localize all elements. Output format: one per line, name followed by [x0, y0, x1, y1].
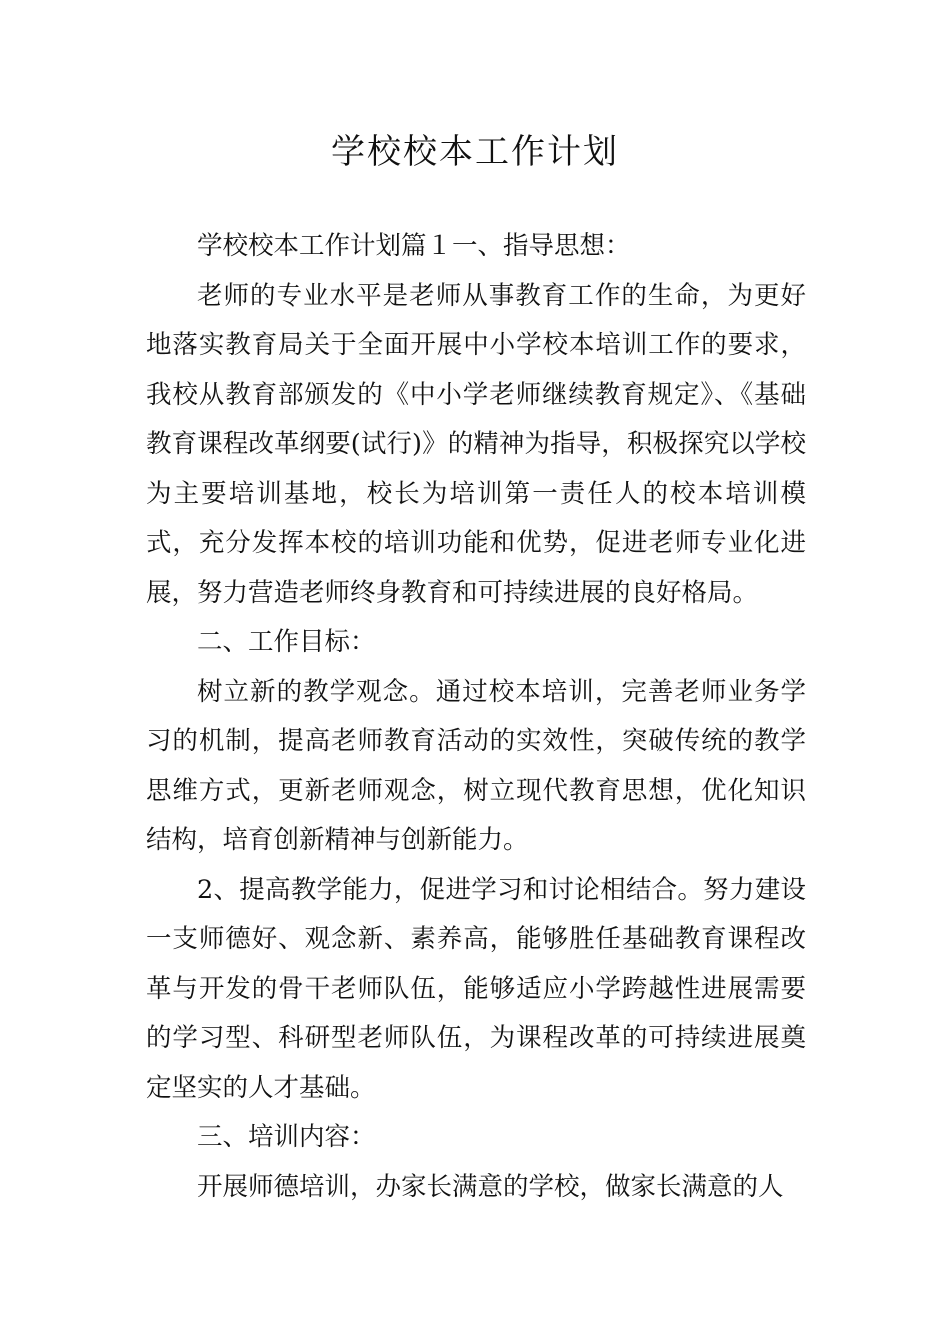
paragraph-guiding-ideology: 老师的专业水平是老师从事教育工作的生命，为更好地落实教育局关于全面开展中小学校本培训工作的要求，我校从教育部颁发的《中小学老师继续教育规定》、《基础教育课程改革纲要(试行)》的精神为指导，积极探究以学校为主要培训基地，校长为培训第一责任人的校本培训模式，充分发挥本校的培训功能和优势，促进老师专业化进展，努力营造老师终身教育和可持续进展的良好格局。: [146, 280, 806, 608]
paragraph-intro-heading: 学校校本工作计划篇１一、指导思想：: [197, 231, 631, 261]
paragraph-content-heading: 三、培训内容：: [197, 1122, 376, 1152]
document-title: 学校校本工作计划: [331, 132, 619, 172]
paragraph-goal-2: 2、提高教学能力，促进学习和讨论相结合。努力建设一支师德好、观念新、素养高，能够胜任基础教育课程改革与开发的骨干老师队伍，能够适应小学跨越性进展需要的学习型、科研型老师队伍，为课程改革的可持续进展奠定坚实的人才基础。: [146, 874, 806, 1103]
paragraph-goals-heading: 二、工作目标：: [197, 627, 376, 657]
document-body: [146, 222, 806, 1212]
paragraph-goal-1: 树立新的教学观念。通过校本培训，完善老师业务学习的机制，提高老师教育活动的实效性，突破传统的教学思维方式，更新老师观念，树立现代教育思想，优化知识结构，培育创新精神与创新能力。: [146, 676, 806, 855]
paragraph-content-1: 开展师德培训，办家长满意的学校，做家长满意的人: [197, 1171, 784, 1202]
